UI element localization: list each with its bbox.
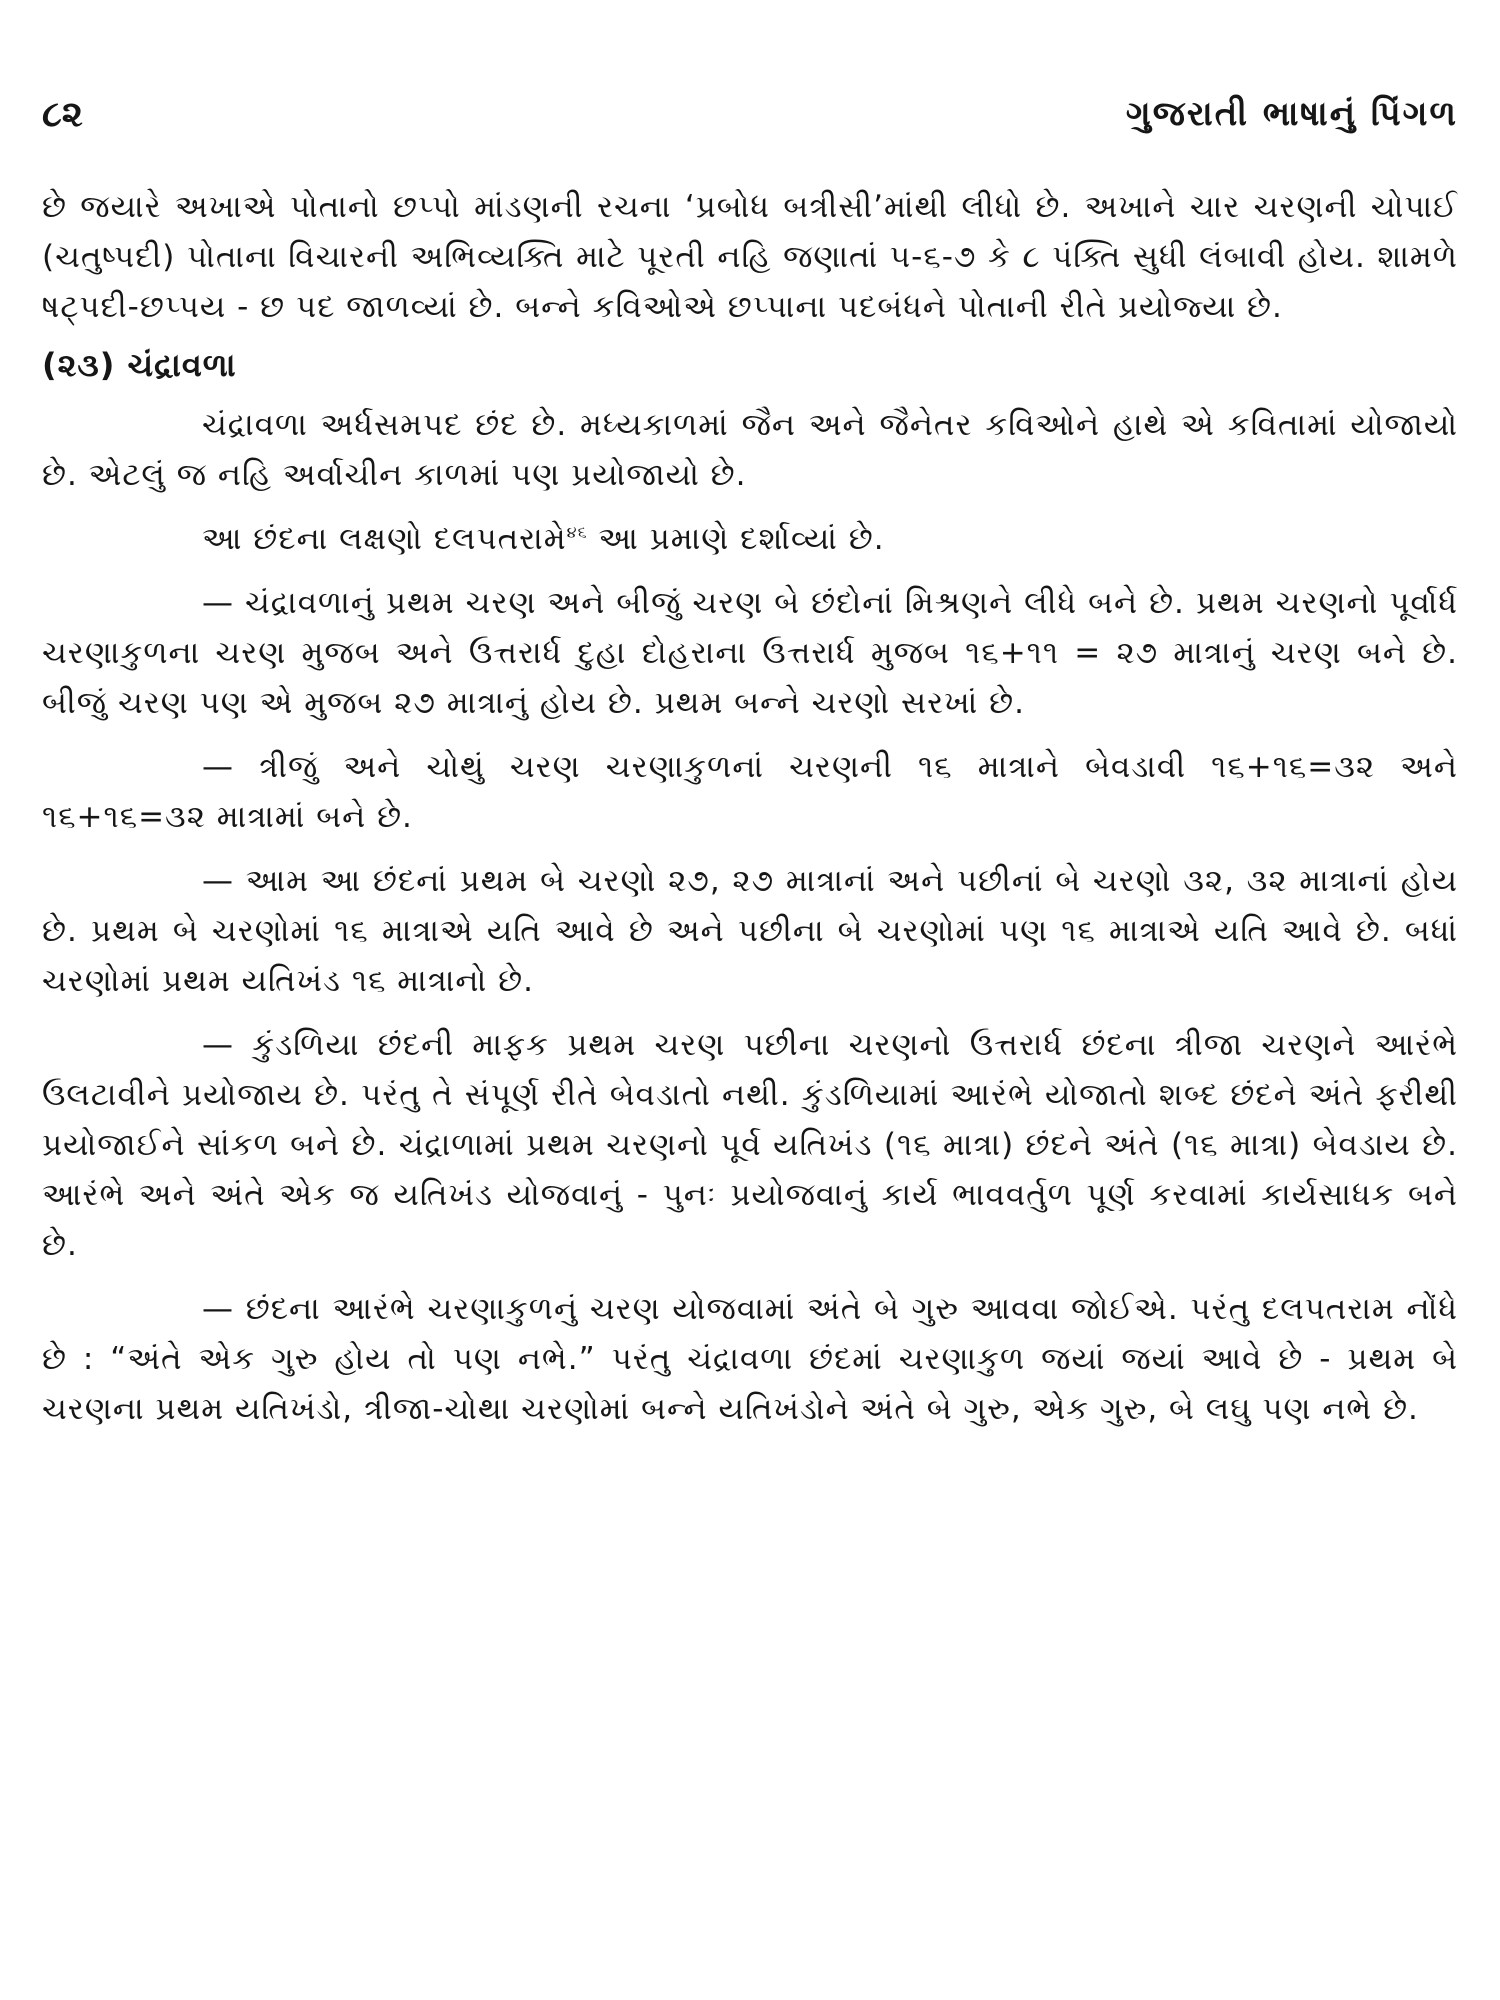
reference-text: આ છંદના લક્ષણો દલપતરામે [202,521,567,557]
paragraph-continued: છે જયારે અખાએ પોતાનો છપ્પો માંડણની રચના ‘પ્રબોધ બત્રીસી’માંથી લીધો છે. અખાને ચાર ચરણની ચોપાઈ (ચતુષ્પદી) પોતાના વિચારની અભિવ્યક્તિ માટે પૂરતી નહિ જણાતાં ૫-૬-૭ કે ૮ પંક્તિ સુધી લંબાવી હોય. શામળે ષટ્પદી-છપ્પય - છ પદ જાળવ્યાં છે. બન્ને કવિઓએ છપ્પાના પદબંધને પોતાની રીતે પ્રયોજ્યા છે. [42,189,1458,325]
paragraph-rule-1: — ચંદ્રાવળાનું પ્રથમ ચરણ અને બીજું ચરણ બે છંદોનાં મિશ્રણને લીધે બને છે. પ્રથમ ચરણનો પૂર્વાર્ધ ચરણાકુળના ચરણ મુજબ અને ઉત્તરાર્ધ દુહા દોહરાના ઉત્તરાર્ધ મુજબ ૧૬+૧૧ = ૨૭ માત્રાનું ચરણ બને છે. બીજું ચરણ પણ એ મુજબ ૨૭ માત્રાનું હોય છે. પ્રથમ બન્ને ચરણો સરખાં છે. [42,585,1458,721]
running-header-title: ગુજરાતી ભાષાનું પિંગળ [1125,94,1458,134]
section-heading: (૨૩) ચંદ્રાવળા [42,346,237,384]
paragraph-rule-2: — ત્રીજું અને ચોથું ચરણ ચરણાકુળનાં ચરણની ૧૬ માત્રાને બેવડાવી ૧૬+૧૬=૩૨ અને ૧૬+૧૬=૩૨ માત્રામાં બને છે. [42,749,1458,835]
paragraph-reference [42,514,1458,564]
reference-tail: આ પ્રમાણે દર્શાવ્યાં છે. [587,521,885,557]
page-number: ૮૨ [42,94,83,135]
paragraph-rule-5: — છંદના આરંભે ચરણાકુળનું ચરણ યોજવામાં અંતે બે ગુરુ આવવા જોઈએ. પરંતુ દલપતરામ નોંધે છે : “અંતે એક ગુરુ હોય તો પણ નભે.” પરંતુ ચંદ્રાવળા છંદમાં ચરણાકુળ જયાં જયાં આવે છે - પ્રથમ બે ચરણના પ્રથમ યતિખંડો, ત્રીજા-ચોથા ચરણોમાં બન્ને યતિખંડોને અંતે બે ગુરુ, એક ગુરુ, બે લઘુ પણ નભે છે. [42,1291,1458,1427]
paragraph-intro: ચંદ્રાવળા અર્ધસમપદ છંદ છે. મધ્યકાળમાં જૈન અને જૈનેતર કવિઓને હાથે એ કવિતામાં યોજાયો છે. એટલું જ નહિ અર્વાચીન કાળમાં પણ પ્રયોજાયો છે. [42,407,1458,493]
footnote-marker: ૪૬ [566,522,588,542]
page-body [42,182,1458,1448]
paragraph-rule-3: — આમ આ છંદનાં પ્રથમ બે ચરણો ૨૭, ૨૭ માત્રાનાં અને પછીનાં બે ચરણો ૩૨, ૩૨ માત્રાનાં હોય છે. પ્રથમ બે ચરણોમાં ૧૬ માત્રાએ યતિ આવે છે અને પછીના બે ચરણોમાં પણ ૧૬ માત્રાએ યતિ આવે છે. બધાં ચરણોમાં પ્રથમ યતિખંડ ૧૬ માત્રાનો છે. [42,863,1458,999]
paragraph-rule-4: — કુંડળિયા છંદની માફક પ્રથમ ચરણ પછીના ચરણનો ઉત્તરાર્ધ છંદના ત્રીજા ચરણને આરંભે ઉલટાવીને પ્રયોજાય છે. પરંતુ તે સંપૂર્ણ રીતે બેવડાતો નથી. કુંડળિયામાં આરંભે યોજાતો શબ્દ છંદને અંતે ફરીથી પ્રયોજાઈને સાંકળ બને છે. ચંદ્રાળામાં પ્રથમ ચરણનો પૂર્વ યતિખંડ (૧૬ માત્રા) છંદને અંતે (૧૬ માત્રા) બેવડાય છે. આરંભે અને અંતે એક જ યતિખંડ યોજવાનું - પુનઃ પ્રયોજવાનું કાર્ય ભાવવર્તુળ પૂર્ણ કરવામાં કાર્યસાધક બને છે. [42,1027,1458,1263]
